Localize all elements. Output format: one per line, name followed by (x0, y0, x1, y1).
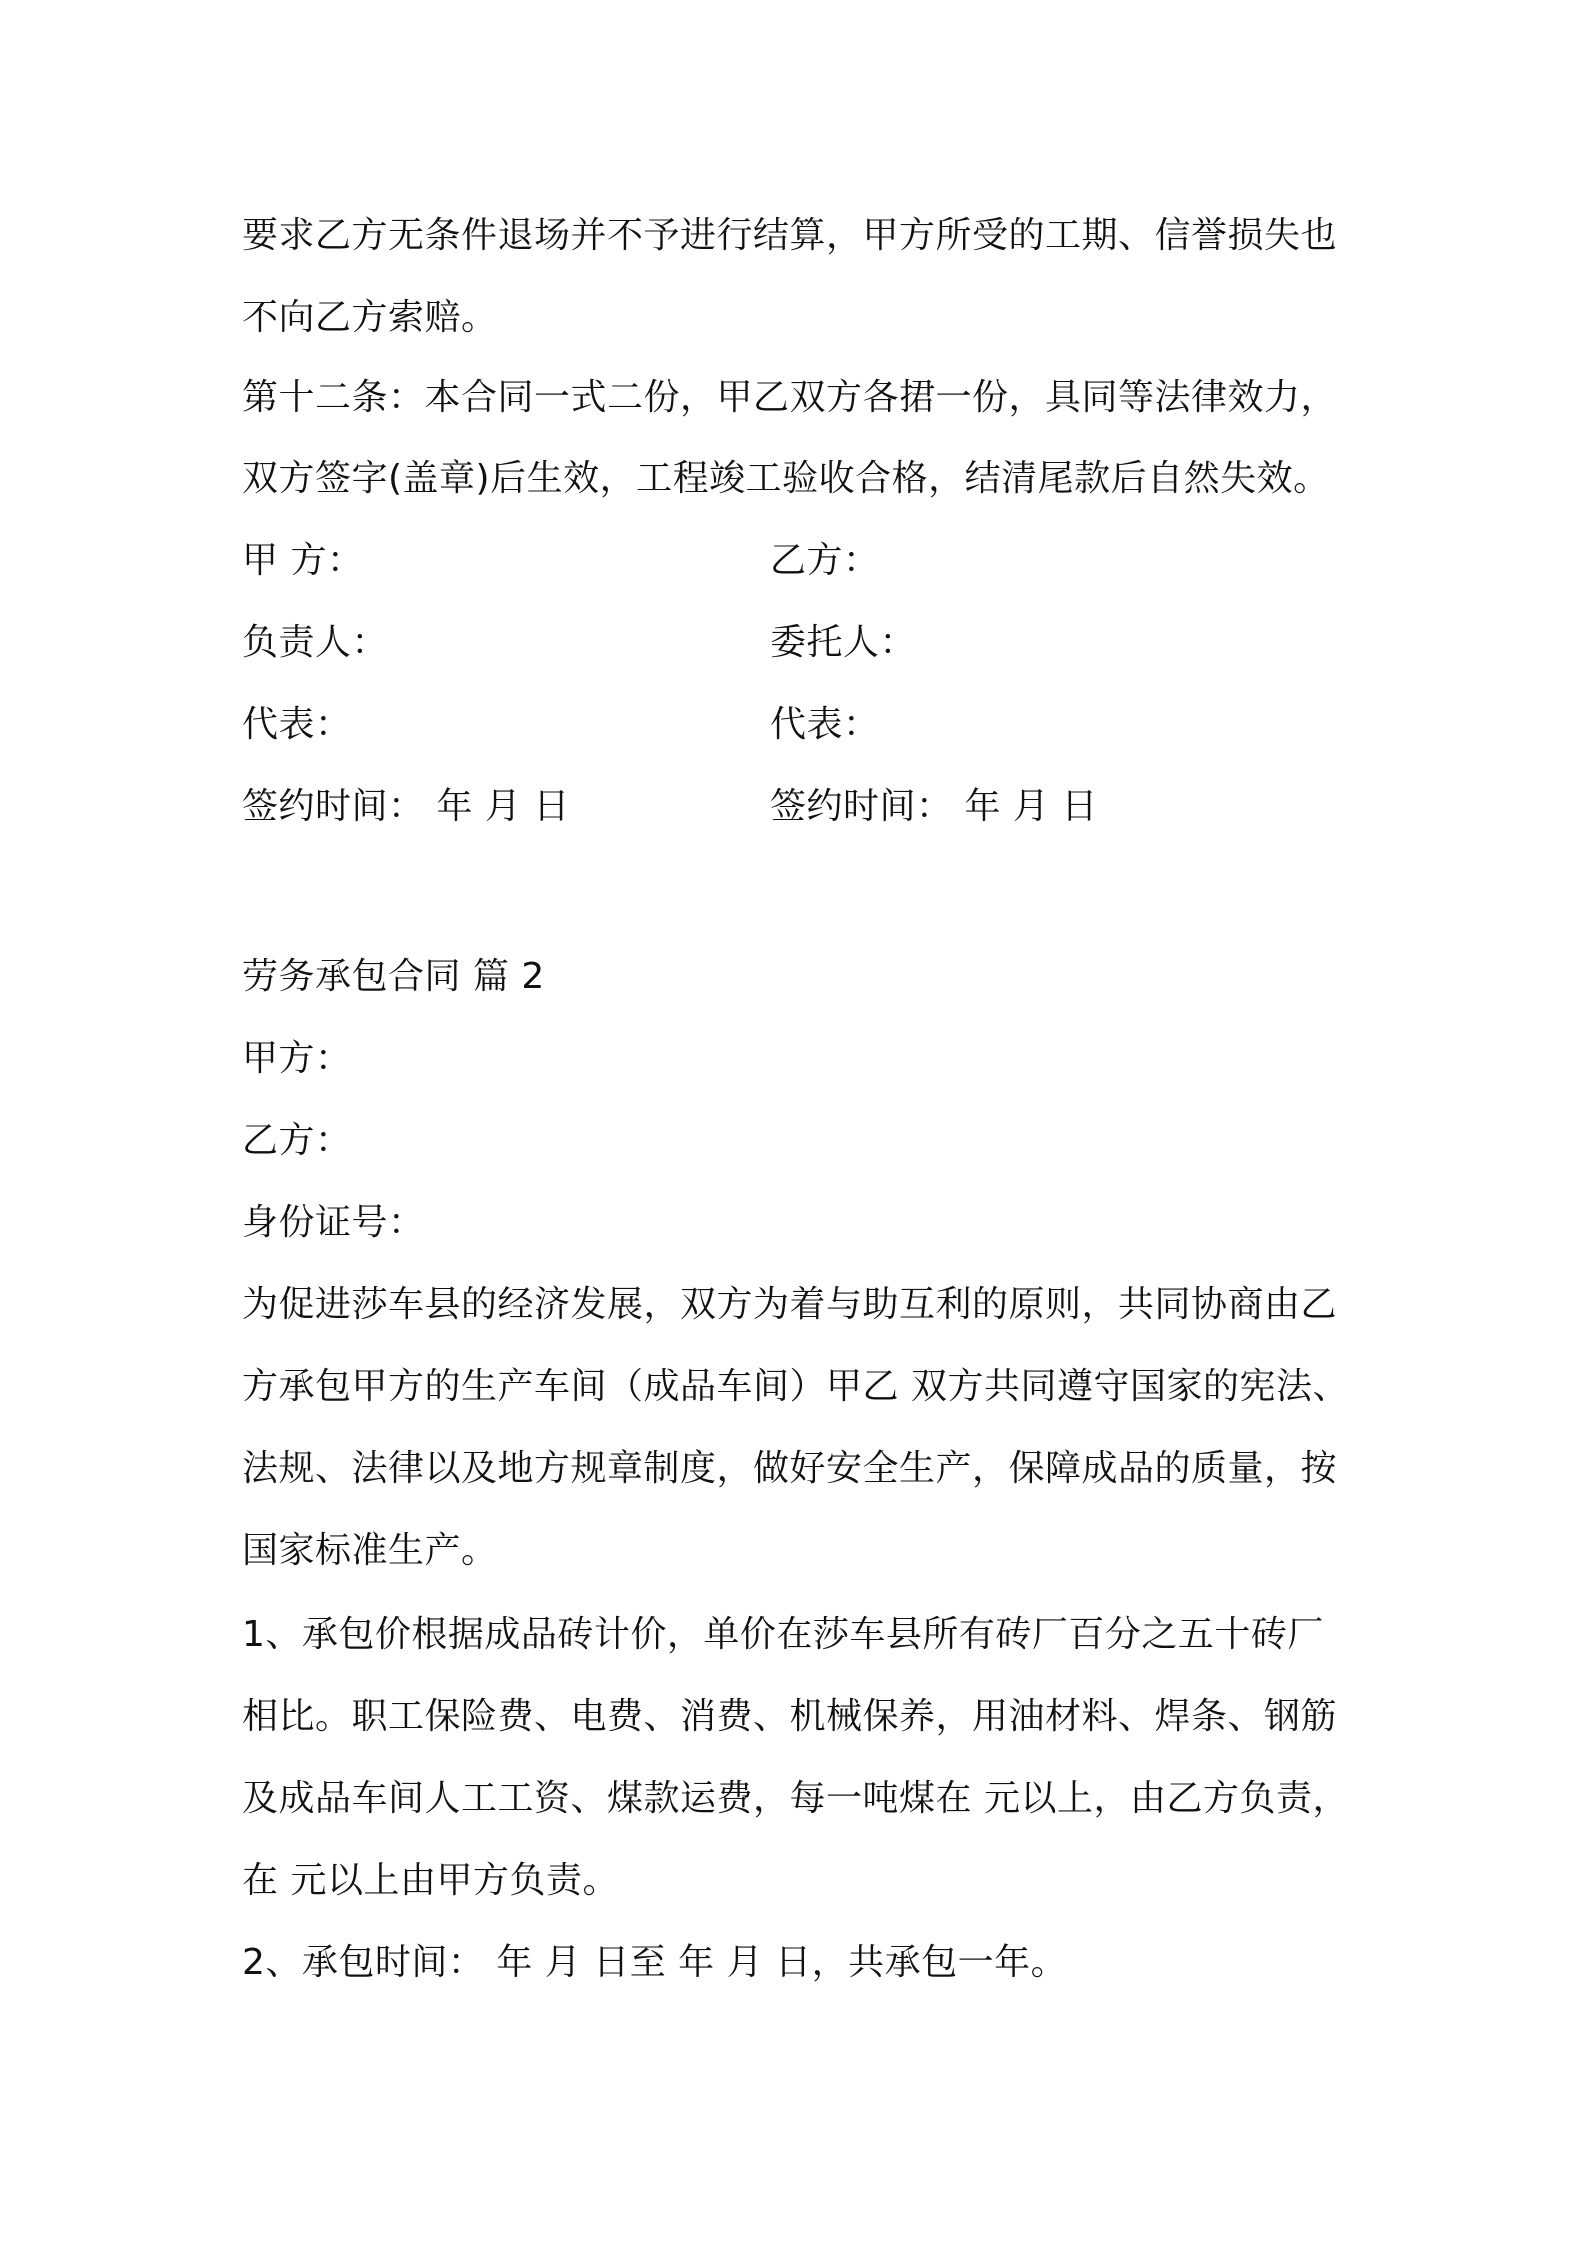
contract-period-line: 2、承包时间： 年 月 日至 年 月 日，共承包一年。 (242, 1942, 1068, 1983)
paragraph-line: 方承包甲方的生产车间（成品车间）甲乙 双方共同遵守国家的宪法、 (242, 1366, 1349, 1407)
signing-date-b: 签约时间： 年 月 日 (770, 786, 1098, 827)
representative-a-label: 代表： (242, 704, 352, 745)
party-a-field: 甲方： (242, 1038, 352, 1079)
entrusted-person-label: 委托人： (770, 622, 917, 663)
clause-line: 在 元以上由甲方负责。 (242, 1860, 619, 1901)
paragraph-line: 法规、法律以及地方规章制度，做好安全生产，保障成品的质量，按 (242, 1448, 1338, 1489)
text-line: 不向乙方索赔。 (242, 297, 498, 338)
id-number-field: 身份证号： (242, 1202, 425, 1243)
representative-b-label: 代表： (770, 704, 880, 745)
section-title: 劳务承包合同 篇 2 (242, 956, 545, 997)
party-b-label: 乙方： (770, 540, 880, 581)
responsible-person-label: 负责人： (242, 622, 389, 663)
party-b-field: 乙方： (242, 1120, 352, 1161)
signing-date-a: 签约时间： 年 月 日 (242, 786, 570, 827)
text-line: 双方签字(盖章)后生效，工程竣工验收合格，结清尾款后自然失效。 (242, 458, 1330, 499)
clause-line: 及成品车间人工工资、煤款运费，每一吨煤在 元以上，由乙方负责， (242, 1778, 1349, 1819)
paragraph-line: 国家标准生产。 (242, 1530, 498, 1571)
party-a-label: 甲 方： (242, 540, 364, 581)
text-line: 要求乙方无条件退场并不予进行结算，甲方所受的工期、信誉损失也 (242, 215, 1338, 256)
paragraph-line: 为促进莎车县的经济发展，双方为着与助互利的原则，共同协商由乙 (242, 1284, 1338, 1325)
clause-twelve-line: 第十二条：本合同一式二份，甲乙双方各捃一份，具同等法律效力， (242, 377, 1338, 418)
clause-line: 1、承包价根据成品砖计价，单价在莎车县所有砖厂百分之五十砖厂 (242, 1614, 1324, 1655)
clause-line: 相比。职工保险费、电费、消费、机械保养，用油材料、焊条、钢筋 (242, 1696, 1338, 1737)
